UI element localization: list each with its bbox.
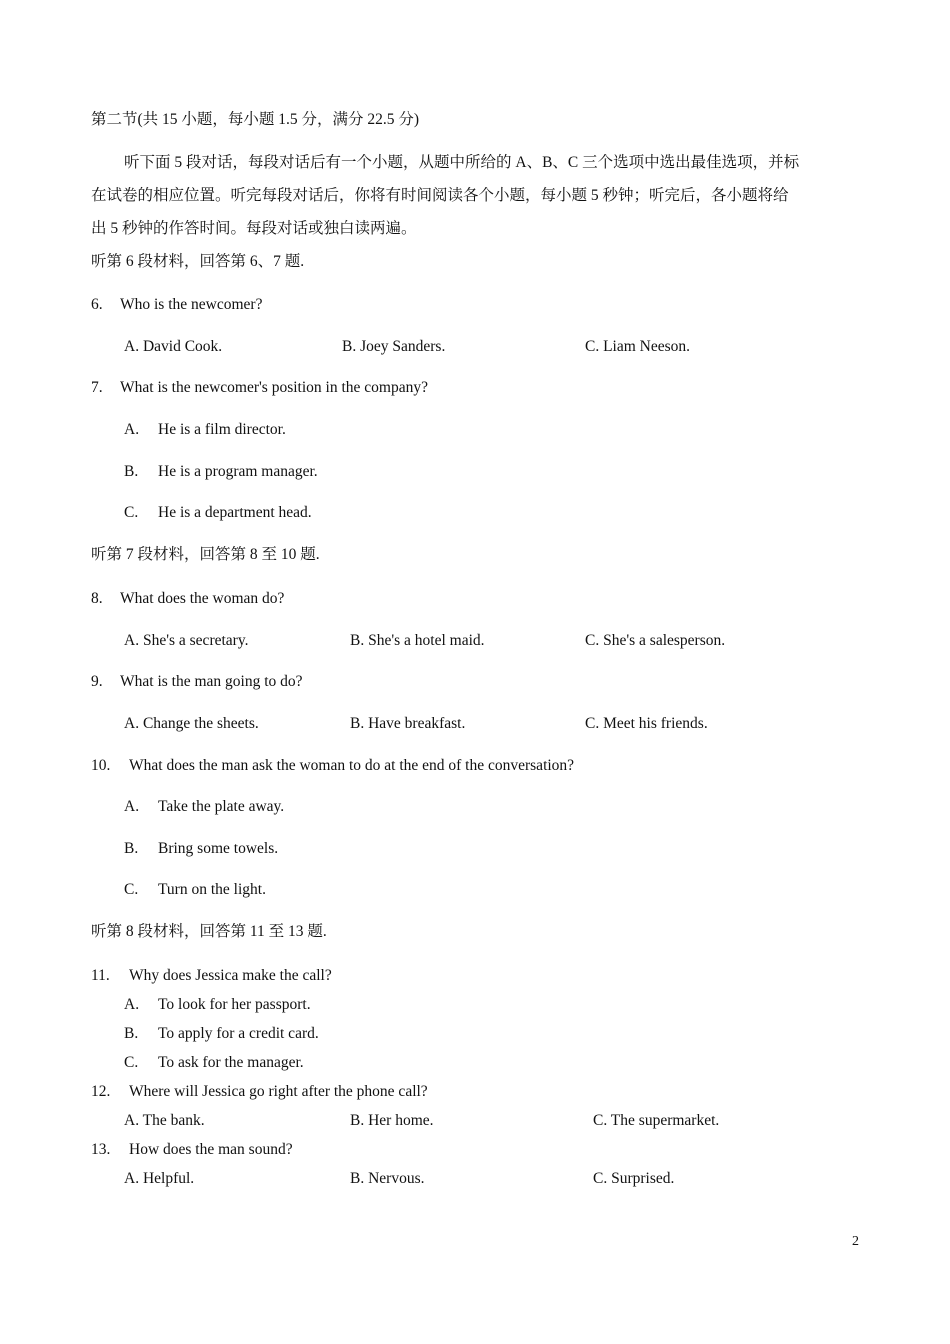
option-letter: B. (124, 463, 139, 480)
question-text: Where will Jessica go right after the phone call? (129, 1083, 428, 1100)
group-label: 听第 6 段材料，回答第 6、7 题. (91, 253, 305, 270)
group-label: 听第 8 段材料，回答第 11 至 13 题. (91, 923, 327, 940)
option-letter: C. (124, 1054, 139, 1071)
group-label: 听第 7 段材料，回答第 8 至 10 题. (91, 546, 320, 563)
question-11 (91, 966, 332, 986)
option-letter: C. (124, 881, 139, 898)
question-number: 11. (91, 967, 110, 984)
question-text: What is the man going to do? (120, 673, 303, 690)
question-text: What does the woman do? (120, 590, 285, 607)
question-7 (91, 378, 428, 398)
option (124, 1053, 304, 1073)
option: C. She's a salesperson. (585, 632, 726, 649)
instructions-line-1: 听下面 5 段对话，每段对话后有一个小题，从题中所给的 A、B、C 三个选项中选出最佳选项，并标 (124, 154, 800, 171)
page-number: 2 (852, 1234, 859, 1249)
question-number: 13. (91, 1141, 111, 1158)
option (124, 797, 284, 817)
option: B. Joey Sanders. (342, 338, 446, 355)
question-number: 9. (91, 673, 103, 690)
question-number: 8. (91, 590, 103, 607)
option-letter: A. (124, 421, 140, 438)
question-9 (91, 672, 303, 692)
option-text: To look for her passport. (158, 996, 311, 1013)
option (124, 1024, 319, 1044)
option-text: He is a department head. (158, 504, 312, 521)
option: B. She's a hotel maid. (350, 632, 485, 649)
option-text: Turn on the light. (158, 881, 266, 898)
option: A. The bank. (124, 1112, 205, 1129)
option (124, 880, 266, 900)
question-13 (91, 1140, 293, 1160)
instructions-line-2: 在试卷的相应位置。听完每段对话后，你将有时间阅读各个小题，每小题 5 秒钟；听完后，各小题将给 (91, 187, 789, 204)
instructions-line-3: 出 5 秒钟的作答时间。每段对话或独白读两遍。 (91, 220, 417, 237)
option: C. Meet his friends. (585, 715, 708, 732)
option-letter: B. (124, 1025, 139, 1042)
option-text: He is a film director. (158, 421, 286, 438)
option: A. Helpful. (124, 1170, 195, 1187)
question-10 (91, 756, 574, 776)
question-text: How does the man sound? (129, 1141, 293, 1158)
option-letter: B. (124, 840, 139, 857)
option: A. David Cook. (124, 338, 223, 355)
option: C. The supermarket. (593, 1112, 720, 1129)
option: B. Her home. (350, 1112, 434, 1129)
option: C. Liam Neeson. (585, 338, 691, 355)
question-number: 12. (91, 1083, 111, 1100)
question-number: 10. (91, 757, 111, 774)
question-number: 7. (91, 379, 103, 396)
question-text: What does the man ask the woman to do at the end of the conversation? (129, 757, 575, 774)
question-text: What is the newcomer's position in the company? (120, 379, 428, 396)
option-letter: A. (124, 798, 140, 815)
question-text: Who is the newcomer? (120, 296, 263, 313)
option-text: Bring some towels. (158, 840, 279, 857)
question-6 (91, 295, 262, 315)
question-text: Why does Jessica make the call? (129, 967, 332, 984)
option-text: He is a program manager. (158, 463, 318, 480)
question-12 (91, 1082, 428, 1102)
option-letter: C. (124, 504, 139, 521)
option: C. Surprised. (593, 1170, 675, 1187)
option (124, 462, 318, 482)
option-letter: A. (124, 996, 140, 1013)
option: A. Change the sheets. (124, 715, 259, 732)
option-text: To ask for the manager. (158, 1054, 304, 1071)
option (124, 420, 286, 440)
option-text: To apply for a credit card. (158, 1025, 319, 1042)
option-text: Take the plate away. (158, 798, 285, 815)
option (124, 839, 278, 859)
question-8 (91, 589, 284, 609)
option (124, 995, 311, 1015)
option: B. Nervous. (350, 1170, 425, 1187)
option: A. She's a secretary. (124, 632, 249, 649)
section-header: 第二节(共 15 小题，每小题 1.5 分，满分 22.5 分) (91, 111, 420, 128)
option (124, 503, 312, 523)
question-number: 6. (91, 296, 103, 313)
option: B. Have breakfast. (350, 715, 466, 732)
